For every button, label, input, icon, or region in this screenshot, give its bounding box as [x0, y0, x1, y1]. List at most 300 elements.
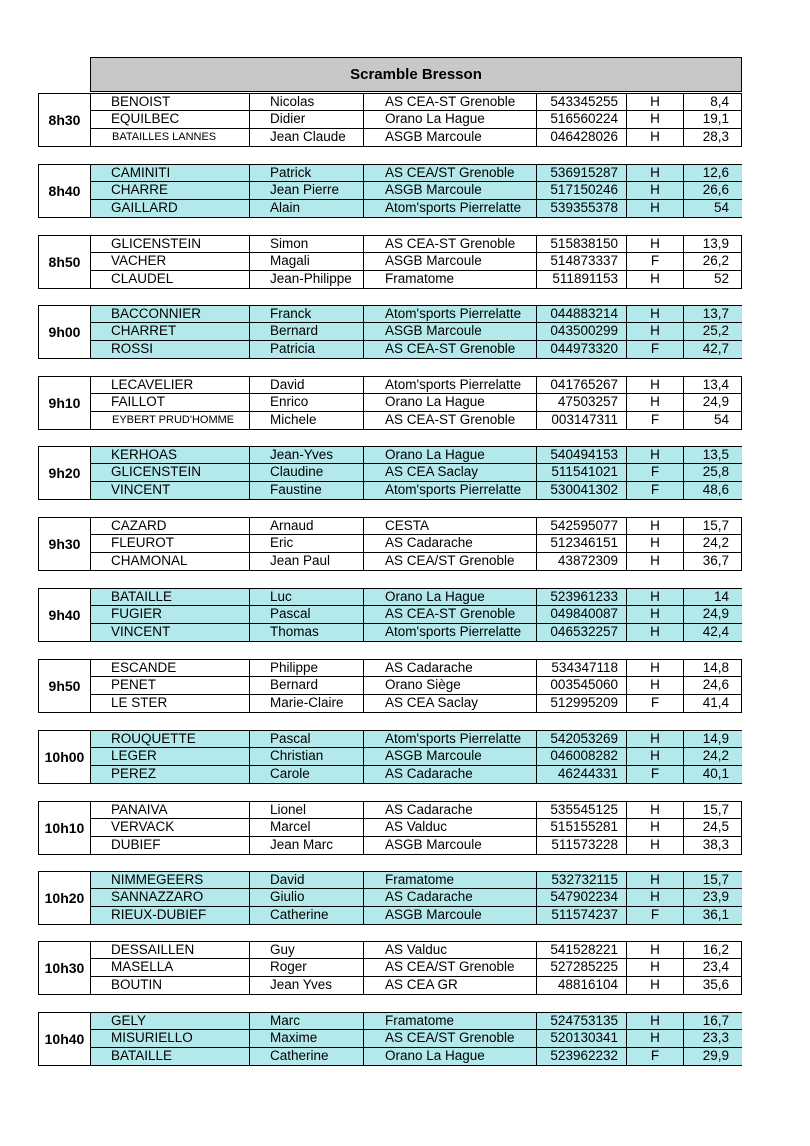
license-number: 523961233	[537, 589, 627, 605]
license-number: 511574237	[537, 907, 627, 924]
last-name: CHAMONAL	[91, 553, 250, 570]
player-row	[91, 394, 742, 411]
player-row	[91, 306, 742, 323]
club: ASGB Marcoule	[364, 182, 537, 198]
sex: H	[627, 94, 684, 110]
sex: F	[627, 412, 684, 429]
player-row	[91, 872, 742, 889]
handicap-index: 48,6	[702, 481, 729, 497]
club: Atom'sports Pierrelatte	[364, 731, 537, 747]
last-name: GLICENSTEIN	[91, 236, 250, 252]
last-name: EQUILBEC	[91, 111, 250, 127]
handicap-index: 23,9	[702, 889, 729, 905]
sex: H	[627, 589, 684, 605]
tee-time-group	[38, 517, 742, 571]
tee-time: 9h00	[39, 306, 91, 358]
license-number: 511891153	[537, 271, 627, 288]
club: Framatome	[364, 1013, 537, 1029]
last-name: GAILLARD	[91, 200, 250, 217]
player-row	[91, 111, 742, 128]
first-name: Luc	[250, 589, 364, 605]
sex: H	[627, 606, 684, 622]
club: Orano La Hague	[364, 111, 537, 127]
player-row	[91, 200, 742, 217]
tee-time-group	[38, 305, 742, 359]
last-name: GELY	[91, 1013, 250, 1029]
license-number: 044973320	[537, 341, 627, 358]
handicap-index: 24,9	[702, 394, 729, 410]
first-name: Bernard	[250, 323, 364, 339]
handicap-index: 14,9	[702, 731, 729, 746]
last-name: GLICENSTEIN	[91, 464, 250, 480]
handicap-index: 13,5	[702, 447, 729, 462]
last-name: FLEUROT	[91, 535, 250, 551]
player-row	[91, 1013, 742, 1030]
sex: F	[627, 341, 684, 358]
first-name: Jean Claude	[250, 129, 364, 146]
last-name: BATAILLES LANNES	[91, 129, 250, 146]
tee-time-group	[38, 93, 742, 147]
first-name: Catherine	[250, 907, 364, 924]
player-row	[91, 889, 742, 906]
sex: H	[627, 323, 684, 339]
last-name: BOUTIN	[91, 977, 250, 994]
club: AS Cadarache	[364, 535, 537, 551]
tee-time: 8h30	[39, 94, 91, 146]
sex: F	[627, 1048, 684, 1065]
handicap-index: 14	[713, 589, 729, 604]
last-name: NIMMEGEERS	[91, 872, 250, 888]
player-row	[91, 731, 742, 748]
first-name: Catherine	[250, 1048, 364, 1065]
sex: H	[627, 200, 684, 217]
handicap-index: 26,2	[702, 253, 729, 269]
license-number: 514873337	[537, 253, 627, 269]
player-row	[91, 236, 742, 253]
sex: H	[627, 236, 684, 252]
first-name: Jean-Yves	[250, 447, 364, 463]
player-row	[91, 1030, 742, 1047]
club: AS CEA/ST Grenoble	[364, 1030, 537, 1046]
license-number: 543345255	[537, 94, 627, 110]
handicap-index: 19,1	[702, 111, 729, 127]
club: Atom'sports Pierrelatte	[364, 624, 537, 641]
last-name: CHARRET	[91, 323, 250, 339]
last-name: MISURIELLO	[91, 1030, 250, 1046]
sex: H	[627, 942, 684, 958]
tee-time-group	[38, 1012, 742, 1066]
player-row	[91, 165, 742, 182]
tee-time: 9h50	[39, 660, 91, 712]
license-number: 512995209	[537, 695, 627, 712]
player-row	[91, 819, 742, 836]
first-name: Jean Pierre	[250, 182, 364, 198]
last-name: VINCENT	[91, 624, 250, 641]
club: AS CEA-ST Grenoble	[364, 341, 537, 358]
last-name: CAMINITI	[91, 165, 250, 181]
license-number: 049840087	[537, 606, 627, 622]
handicap-index: 28,3	[702, 128, 729, 144]
club: AS CEA-ST Grenoble	[364, 236, 537, 252]
license-number: 46244331	[537, 766, 627, 783]
sex: H	[627, 977, 684, 994]
sex: F	[627, 253, 684, 269]
license-number: 541528221	[537, 942, 627, 958]
sex: H	[627, 1030, 684, 1046]
license-number: 540494153	[537, 447, 627, 463]
license-number: 534347118	[537, 660, 627, 676]
first-name: Jean Yves	[250, 977, 364, 994]
player-row	[91, 766, 742, 783]
sex: H	[627, 748, 684, 764]
last-name: PEREZ	[91, 766, 250, 783]
player-row	[91, 977, 742, 994]
tee-time: 9h10	[39, 377, 91, 429]
club: Atom'sports Pierrelatte	[364, 200, 537, 217]
player-row	[91, 535, 742, 552]
handicap-index: 16,7	[702, 1013, 729, 1028]
player-row	[91, 959, 742, 976]
license-number: 539355378	[537, 200, 627, 217]
tee-time-group	[38, 871, 742, 925]
first-name: Giulio	[250, 889, 364, 905]
tee-time: 9h20	[39, 447, 91, 499]
sex: H	[627, 1013, 684, 1029]
last-name: CLAUDEL	[91, 271, 250, 288]
license-number: 515838150	[537, 236, 627, 252]
last-name: CHARRE	[91, 182, 250, 198]
player-row	[91, 624, 742, 641]
page-title: Scramble Bresson	[90, 57, 742, 92]
first-name: Pascal	[250, 731, 364, 747]
player-row	[91, 748, 742, 765]
first-name: Marie-Claire	[250, 695, 364, 712]
sex: F	[627, 464, 684, 480]
handicap-index: 25,8	[702, 464, 729, 480]
club: AS CEA-ST Grenoble	[364, 606, 537, 622]
handicap-index: 23,4	[702, 959, 729, 975]
sex: H	[627, 731, 684, 747]
player-row	[91, 695, 742, 712]
last-name: CAZARD	[91, 518, 250, 534]
handicap-index: 13,9	[702, 236, 729, 251]
tee-time-group	[38, 801, 742, 855]
club: AS Cadarache	[364, 889, 537, 905]
player-row	[91, 94, 742, 111]
player-row	[91, 837, 742, 854]
player-row	[91, 129, 742, 146]
first-name: Franck	[250, 306, 364, 322]
club: Orano La Hague	[364, 589, 537, 605]
license-number: 515155281	[537, 819, 627, 835]
sex: H	[627, 677, 684, 693]
last-name: VERVACK	[91, 819, 250, 835]
license-number: 517150246	[537, 182, 627, 198]
club: AS CEA-ST Grenoble	[364, 412, 537, 429]
tee-time: 8h40	[39, 165, 91, 217]
license-number: 520130341	[537, 1030, 627, 1046]
sex: F	[627, 695, 684, 712]
first-name: David	[250, 377, 364, 393]
tee-time-group	[38, 730, 742, 784]
first-name: Faustine	[250, 482, 364, 499]
license-number: 041765267	[537, 377, 627, 393]
license-number: 530041302	[537, 482, 627, 499]
handicap-index: 42,4	[702, 623, 729, 639]
handicap-index: 38,3	[702, 836, 729, 852]
last-name: BATAILLE	[91, 589, 250, 605]
handicap-index: 40,1	[702, 765, 729, 781]
first-name: Christian	[250, 748, 364, 764]
last-name: VACHER	[91, 253, 250, 269]
license-number: 512346151	[537, 535, 627, 551]
club: Atom'sports Pierrelatte	[364, 377, 537, 393]
first-name: Guy	[250, 942, 364, 958]
license-number: 511541021	[537, 464, 627, 480]
sex: H	[627, 837, 684, 854]
player-row	[91, 589, 742, 606]
handicap-index: 52	[713, 270, 729, 286]
tee-time: 10h20	[39, 872, 91, 924]
last-name: DUBIEF	[91, 837, 250, 854]
last-name: FAILLOT	[91, 394, 250, 410]
license-number: 003147311	[537, 412, 627, 429]
license-number: 003545060	[537, 677, 627, 693]
club: AS CEA GR	[364, 977, 537, 994]
first-name: Claudine	[250, 464, 364, 480]
handicap-index: 13,4	[702, 377, 729, 392]
last-name: BATAILLE	[91, 1048, 250, 1065]
club: ASGB Marcoule	[364, 748, 537, 764]
first-name: Roger	[250, 959, 364, 975]
license-number: 542595077	[537, 518, 627, 534]
first-name: Marcel	[250, 819, 364, 835]
player-row	[91, 341, 742, 358]
tee-time-group	[38, 235, 742, 289]
tee-time-group	[38, 164, 742, 218]
sex: H	[627, 872, 684, 888]
license-number: 516560224	[537, 111, 627, 127]
first-name: Magali	[250, 253, 364, 269]
club: ASGB Marcoule	[364, 129, 537, 146]
first-name: Michele	[250, 412, 364, 429]
license-number: 511573228	[537, 837, 627, 854]
club: Framatome	[364, 872, 537, 888]
tee-time: 10h30	[39, 942, 91, 994]
sex: H	[627, 819, 684, 835]
first-name: Patricia	[250, 341, 364, 358]
license-number: 535545125	[537, 802, 627, 818]
handicap-index: 16,2	[702, 942, 729, 957]
club: Framatome	[364, 271, 537, 288]
club: AS CEA-ST Grenoble	[364, 94, 537, 110]
club: Orano La Hague	[364, 1048, 537, 1065]
player-row	[91, 677, 742, 694]
handicap-index: 41,4	[702, 694, 729, 710]
last-name: PENET	[91, 677, 250, 693]
license-number: 523962232	[537, 1048, 627, 1065]
handicap-index: 36,1	[702, 906, 729, 922]
club: ASGB Marcoule	[364, 323, 537, 339]
last-name: DESSAILLEN	[91, 942, 250, 958]
club: AS CEA Saclay	[364, 464, 537, 480]
sex: H	[627, 306, 684, 322]
first-name: Jean Paul	[250, 553, 364, 570]
player-row	[91, 464, 742, 481]
last-name: VINCENT	[91, 482, 250, 499]
handicap-index: 54	[713, 199, 729, 215]
tee-time-group	[38, 588, 742, 642]
sex: H	[627, 553, 684, 570]
license-number: 527285225	[537, 959, 627, 975]
player-row	[91, 182, 742, 199]
first-name: Thomas	[250, 624, 364, 641]
tee-time: 10h40	[39, 1013, 91, 1065]
last-name: BENOIST	[91, 94, 250, 110]
first-name: Enrico	[250, 394, 364, 410]
handicap-index: 29,9	[702, 1047, 729, 1063]
license-number: 532732115	[537, 872, 627, 888]
player-row	[91, 412, 742, 429]
club: ASGB Marcoule	[364, 837, 537, 854]
sex: H	[627, 165, 684, 181]
first-name: Pascal	[250, 606, 364, 622]
handicap-index: 25,2	[702, 323, 729, 339]
sex: H	[627, 394, 684, 410]
first-name: Arnaud	[250, 518, 364, 534]
first-name: Philippe	[250, 660, 364, 676]
first-name: Maxime	[250, 1030, 364, 1046]
handicap-index: 24,2	[702, 748, 729, 764]
first-name: Lionel	[250, 802, 364, 818]
first-name: Jean Marc	[250, 837, 364, 854]
club: Orano La Hague	[364, 447, 537, 463]
player-row	[91, 323, 742, 340]
club: ASGB Marcoule	[364, 253, 537, 269]
club: ASGB Marcoule	[364, 907, 537, 924]
last-name: KERHOAS	[91, 447, 250, 463]
last-name: PANAIVA	[91, 802, 250, 818]
tee-time: 9h30	[39, 518, 91, 570]
first-name: Simon	[250, 236, 364, 252]
player-row	[91, 518, 742, 535]
sex: F	[627, 766, 684, 783]
tee-time-group	[38, 446, 742, 500]
first-name: David	[250, 872, 364, 888]
handicap-index: 24,9	[702, 606, 729, 622]
handicap-index: 14,8	[702, 660, 729, 675]
player-row	[91, 377, 742, 394]
first-name: Alain	[250, 200, 364, 217]
license-number: 542053269	[537, 731, 627, 747]
player-row	[91, 447, 742, 464]
player-row	[91, 907, 742, 924]
club: Atom'sports Pierrelatte	[364, 482, 537, 499]
sex: H	[627, 111, 684, 127]
first-name: Bernard	[250, 677, 364, 693]
sex: H	[627, 802, 684, 818]
player-row	[91, 482, 742, 499]
sex: H	[627, 624, 684, 641]
handicap-index: 24,6	[702, 677, 729, 693]
club: AS Cadarache	[364, 660, 537, 676]
handicap-index: 42,7	[702, 340, 729, 356]
tee-time: 9h40	[39, 589, 91, 641]
handicap-index: 15,7	[702, 872, 729, 887]
license-number: 547902234	[537, 889, 627, 905]
last-name: MASELLA	[91, 959, 250, 975]
handicap-index: 24,5	[702, 819, 729, 835]
sex: H	[627, 518, 684, 534]
last-name: BACCONNIER	[91, 306, 250, 322]
sex: H	[627, 660, 684, 676]
license-number: 48816104	[537, 977, 627, 994]
sex: H	[627, 889, 684, 905]
player-row	[91, 942, 742, 959]
first-name: Eric	[250, 535, 364, 551]
sex: H	[627, 447, 684, 463]
license-number: 536915287	[537, 165, 627, 181]
club: AS CEA Saclay	[364, 695, 537, 712]
first-name: Carole	[250, 766, 364, 783]
handicap-index: 35,6	[702, 976, 729, 992]
sex: H	[627, 271, 684, 288]
license-number: 046008282	[537, 748, 627, 764]
handicap-index: 36,7	[702, 552, 729, 568]
last-name: ROSSI	[91, 341, 250, 358]
last-name: LECAVELIER	[91, 377, 250, 393]
handicap-index: 54	[713, 411, 729, 427]
player-row	[91, 660, 742, 677]
club: Orano La Hague	[364, 394, 537, 410]
license-number: 43872309	[537, 553, 627, 570]
sex: F	[627, 907, 684, 924]
player-row	[91, 802, 742, 819]
tee-time: 8h50	[39, 236, 91, 288]
tee-time: 10h10	[39, 802, 91, 854]
handicap-index: 13,7	[702, 306, 729, 321]
sex: H	[627, 182, 684, 198]
first-name: Patrick	[250, 165, 364, 181]
tee-time: 10h00	[39, 731, 91, 783]
player-row	[91, 271, 742, 288]
club: Orano Siège	[364, 677, 537, 693]
last-name: RIEUX-DUBIEF	[91, 907, 250, 924]
player-row	[91, 1048, 742, 1065]
license-number: 47503257	[537, 394, 627, 410]
handicap-index: 24,2	[702, 535, 729, 551]
handicap-index: 26,6	[702, 182, 729, 198]
first-name: Didier	[250, 111, 364, 127]
club: Atom'sports Pierrelatte	[364, 306, 537, 322]
club: AS Valduc	[364, 819, 537, 835]
last-name: FUGIER	[91, 606, 250, 622]
sex: H	[627, 129, 684, 146]
sex: H	[627, 377, 684, 393]
handicap-index: 15,7	[702, 802, 729, 817]
handicap-index: 8,4	[710, 94, 729, 109]
club: AS CEA/ST Grenoble	[364, 165, 537, 181]
tee-time-group	[38, 659, 742, 713]
club: CESTA	[364, 518, 537, 534]
club: AS CEA/ST Grenoble	[364, 959, 537, 975]
last-name: LEGER	[91, 748, 250, 764]
sex: H	[627, 535, 684, 551]
last-name: EYBERT PRUD'HOMME	[91, 412, 250, 429]
first-name: Nicolas	[250, 94, 364, 110]
license-number: 044883214	[537, 306, 627, 322]
sex: H	[627, 959, 684, 975]
